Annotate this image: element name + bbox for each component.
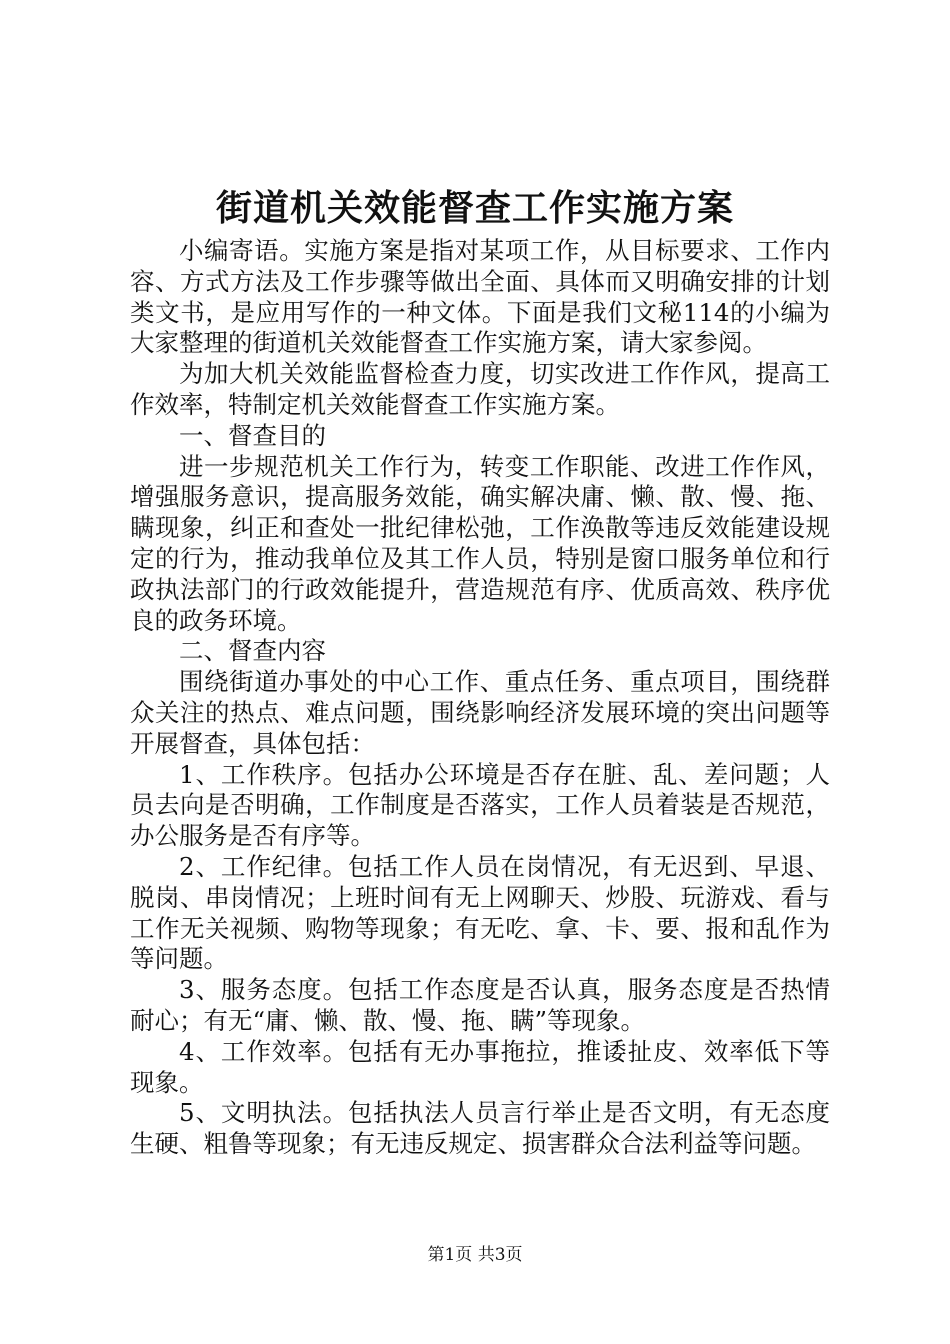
list-item-work-efficiency: 4、工作效率。包括有无办事拖拉，推诿扯皮、效率低下等现象。	[130, 1036, 830, 1097]
document-body	[130, 236, 830, 1160]
paragraph-intro: 小编寄语。实施方案是指对某项工作，从目标要求、工作内容、方式方法及工作步骤等做出全面、具体而又明确安排的计划类文书，是应用写作的一种文体。下面是我们文秘114的小编为大家整理的街道机关效能督查工作实施方案，请大家参阅。	[130, 236, 830, 358]
list-item-service-attitude: 3、服务态度。包括工作态度是否认真，服务态度是否热情耐心；有无“庸、懒、散、慢、拖、瞒”等现象。	[130, 975, 830, 1035]
paragraph-purpose: 为加大机关效能监督检查力度，切实改进工作作风，提高工作效率，特制定机关效能督查工作实施方案。	[130, 359, 830, 419]
list-item-civil-enforcement: 5、文明执法。包括执法人员言行举止是否文明，有无态度生硬、粗鲁等现象；有无违反规定、损害群众合法利益等问题。	[130, 1098, 830, 1159]
section-heading-content: 二、督查内容	[179, 636, 326, 666]
paragraph-goal: 进一步规范机关工作行为，转变工作职能、改进工作作风，增强服务意识，提高服务效能，确实解决庸、懒、散、慢、拖、瞒现象，纠正和查处一批纪律松弛，工作涣散等违反效能建设规定的行为，推动我单位及其工作人员，特别是窗口服务单位和行政执法部门的行政效能提升，营造规范有序、优质高效、秩序优良的政务环境。	[130, 451, 830, 635]
list-item-work-order: 1、工作秩序。包括办公环境是否存在脏、乱、差问题；人员去向是否明确，工作制度是否落实，工作人员着装是否规范，办公服务是否有序等。	[130, 759, 830, 851]
page-footer: 第1页 共3页	[427, 1245, 523, 1265]
paragraph-content: 围绕街道办事处的中心工作、重点任务、重点项目，围绕群众关注的热点、难点问题，围绕影响经济发展环境的突出问题等开展督查，具体包括：	[130, 667, 830, 758]
list-item-work-discipline: 2、工作纪律。包括工作人员在岗情况，有无迟到、早退、脱岗、串岗情况；上班时间有无上网聊天、炒股、玩游戏、看与工作无关视频、购物等现象；有无吃、拿、卡、要、报和乱作为等问题。	[130, 851, 830, 974]
page-title: 街道机关效能督查工作实施方案	[215, 187, 734, 229]
section-heading-goal: 一、督查目的	[179, 420, 326, 450]
